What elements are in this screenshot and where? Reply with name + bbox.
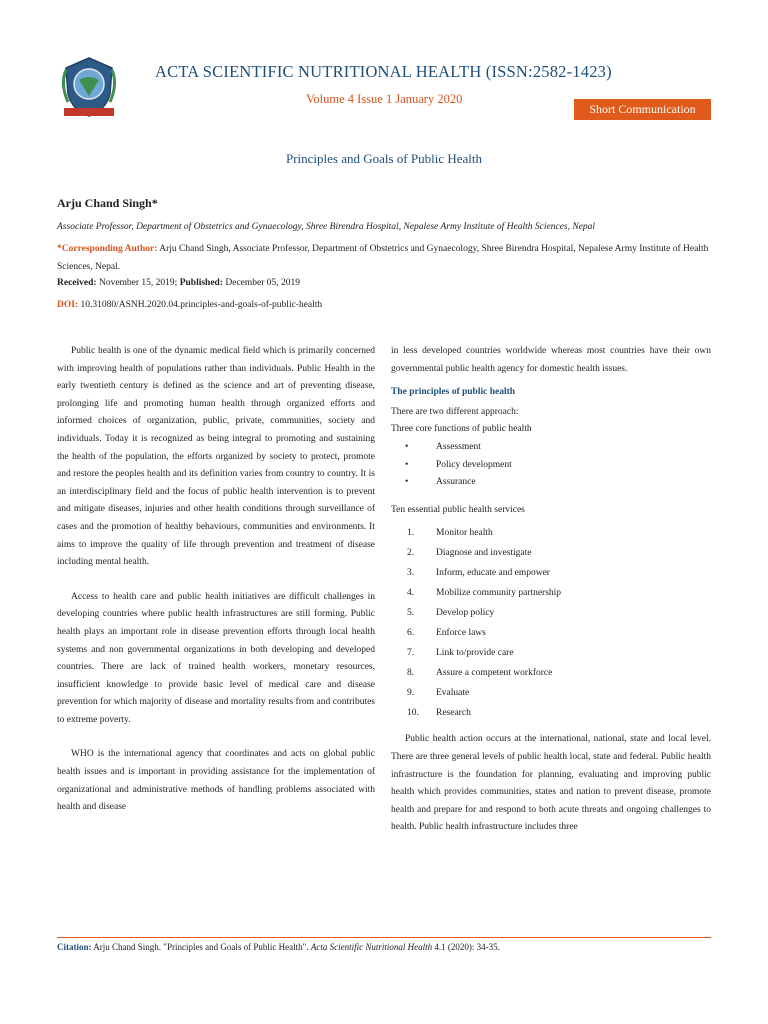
journal-logo: [58, 54, 120, 120]
received-label: Received:: [57, 278, 97, 288]
list-item: 2. Diagnose and investigate: [407, 548, 532, 559]
body-paragraph: in less developed countries worldwide whereas most countries have their own governmental public health agency for domestic health issues.: [391, 346, 711, 374]
list-item: • Assessment: [405, 439, 711, 457]
body-paragraph: Public health action occurs at the international, national, state and local level. There are three general levels of public health local, state and federal. Public health infrastructure is the foundation for planning, evaluating and improving public health which provides communities, states and nation to prevent disease, promote health and prepare for and respond to both acute threats and ongoing challenges to health. Public health infrastructure includes three: [391, 734, 711, 833]
list-item: • Policy development: [405, 457, 711, 475]
body-paragraph: Access to health care and public health initiatives are difficult challenges in developing countries where public health infrastructures are still forming. Public health plays an important role in disease prevention efforts through local health systems and non governmental organizations in both developing and developed countries. There are lack of trained health workers, monetary resources, insufficient knowledge to provide basic level of medical care and disease prevention for which majority of disease and mortality results from and contributes to extreme poverty.: [57, 591, 375, 725]
author-affiliation: Associate Professor, Department of Obstetrics and Gynaecology, Shree Birendra Hospital, Nepalese Army Institute of Health Sciences, Nepal: [57, 222, 596, 232]
article-type-badge: Short Communication: [574, 99, 711, 120]
dates-line: [57, 278, 300, 288]
list-item: 6. Enforce laws: [407, 628, 486, 639]
list-item: 10. Research: [407, 708, 471, 719]
citation-ref: 4.1 (2020): 34-35.: [434, 942, 500, 952]
published-label: Published:: [179, 278, 223, 288]
services-list: [407, 523, 711, 723]
citation-journal: Acta Scientific Nutritional Health: [310, 942, 433, 952]
core-functions-intro: Three core functions of public health: [391, 424, 532, 435]
approach-line: There are two different approach:: [391, 406, 519, 417]
corresponding-text: Arju Chand Singh, Associate Professor, Department of Obstetrics and Gynaecology, Shree Birendra Hospital, Nepalese Army Institute of Health Sciences, Nepal.: [57, 244, 709, 272]
doi-line: [57, 300, 322, 310]
corresponding-label: *Corresponding Author:: [57, 244, 158, 254]
body-paragraph: Public health is one of the dynamic medical field which is primarily concerned with improving health of populations rather than individuals. Public Health in the early twentieth century is defined as the science and art of preventing disease, prolonging life and promoting human health through organized efforts and informed choices of organization, public, private, communities, society and individuals. Today it is recognized as being integral to promoting and sustaining the health of the population, the efforts organized by society to protect, promote and restore the peoples health and its definition varies from country to country. It is an interdisciplinary field and the focus of public health intervention is to prevent and mitigate diseases, injuries and other health conditions through surveillance of cases and the promotion of healthy behaviours, communities and environments. It aims to improve the quality of life through prevention and treatment of disease including mental health.: [57, 346, 375, 568]
doi-link[interactable]: 10.31080/ASNH.2020.04.principles-and-goals-of-public-health: [80, 300, 323, 310]
doi-label: DOI:: [57, 300, 79, 310]
list-item: 8. Assure a competent workforce: [407, 668, 553, 679]
list-item: • Assurance: [405, 474, 711, 492]
author-name: Arju Chand Singh*: [57, 196, 158, 210]
citation-line: [57, 942, 500, 952]
right-column: [391, 343, 711, 854]
list-item: 9. Evaluate: [407, 688, 470, 699]
list-item: 4. Mobilize community partnership: [407, 588, 562, 599]
paper-title: Principles and Goals of Public Health: [285, 151, 483, 166]
received-date: November 15, 2019;: [98, 278, 178, 288]
services-intro: Ten essential public health services: [391, 504, 525, 515]
corresponding-author: [57, 240, 717, 276]
citation-text: Arju Chand Singh. "Principles and Goals of Public Health".: [93, 942, 309, 952]
section-heading: The principles of public health: [391, 387, 516, 398]
list-item: 3. Inform, educate and empower: [407, 568, 550, 579]
citation-label: Citation:: [57, 942, 92, 952]
list-item: 1. Monitor health: [407, 528, 493, 539]
body-paragraph: WHO is the international agency that coordinates and acts on global public health issues and is important in providing assistance for the implementation of organizational and administrative methods of handling problems associated with health and disease: [57, 749, 375, 813]
journal-title: ACTA SCIENTIFIC NUTRITIONAL HEALTH (ISSN:2582-1423): [155, 62, 612, 81]
volume-issue: Volume 4 Issue 1 January 2020: [306, 92, 463, 106]
footer-divider: [57, 937, 711, 938]
list-item: 5. Develop policy: [407, 608, 495, 619]
left-column: [57, 343, 375, 834]
published-date: December 05, 2019: [225, 278, 301, 288]
list-item: 7. Link to/provide care: [407, 648, 514, 659]
core-functions-list: [405, 439, 711, 492]
